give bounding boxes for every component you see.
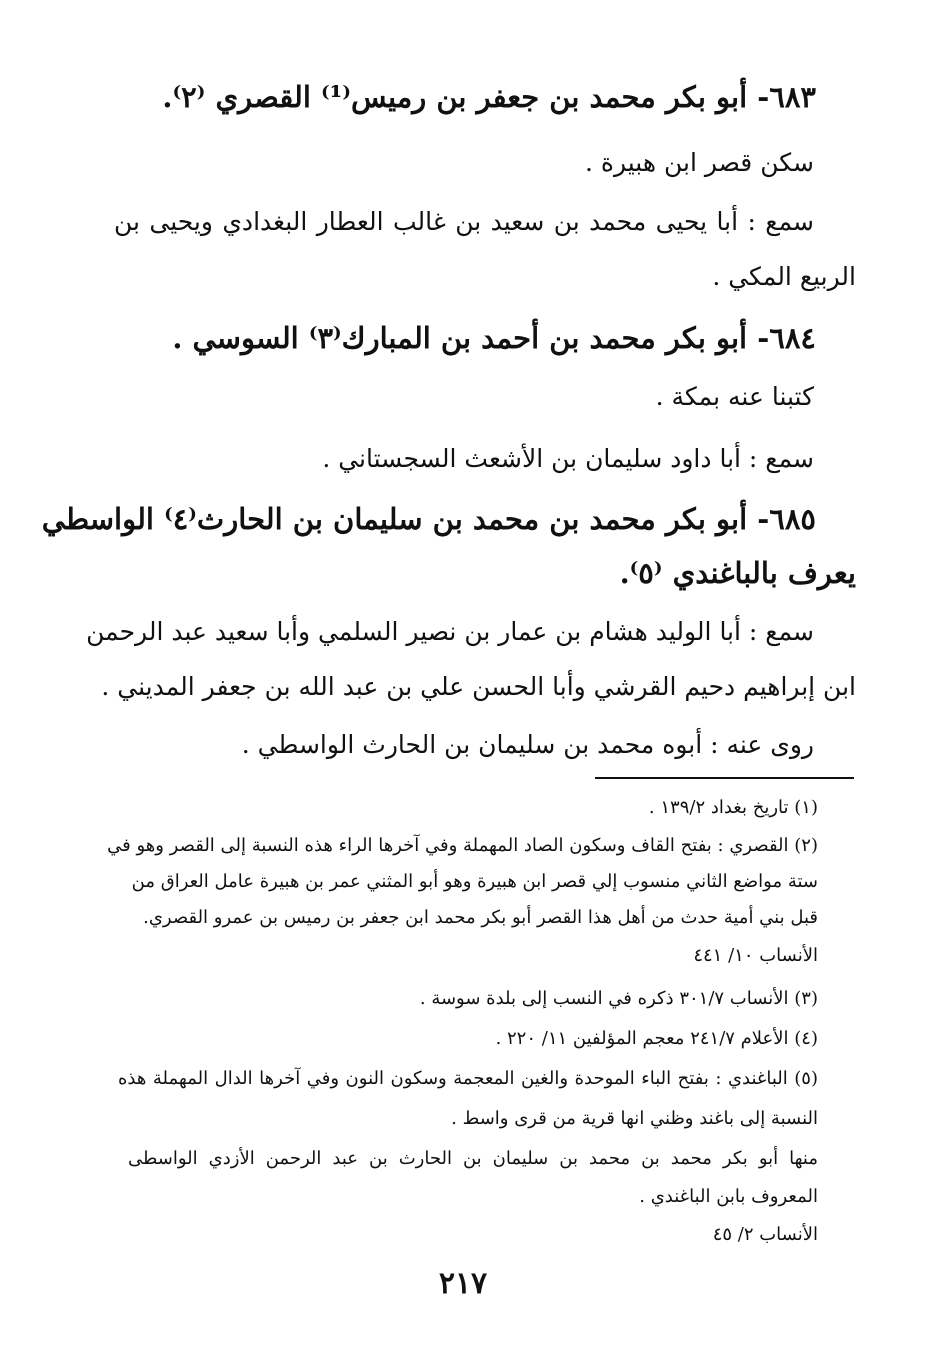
footnote-5-line: النسبة إلى باغند وظني انها قرية من قرى واسط . [451,1108,818,1129]
footnote-5-line: (٥) الباغندي : بفتح الباء الموحدة والغين المعجمة وسكون النون وفي آخرها الدال المهملة هذه [118,1068,818,1089]
footnote-5-line: المعروف بابن الباغندي . [639,1186,818,1207]
entry-683-line: سمع : أبا يحيى محمد بن سعيد بن غالب العطار البغدادي ويحيى بن [114,207,814,236]
entry-683-line: سكن قصر ابن هبيرة . [584,148,814,177]
entry-684-heading: ٦٨٤- أبو بكر محمد بن أحمد بن المبارك⁽٣⁾ السوسي . [172,321,816,355]
footnote-separator [595,777,854,779]
footnote-1: (١) تاريخ بغداد ١٣٩/٢ . [648,797,818,818]
entry-685-heading: ٦٨٥- أبو بكر محمد بن محمد بن سليمان بن الحارث⁽٤⁾ الواسطي [41,502,816,536]
entry-685-line: ابن إبراهيم دحيم القرشي وأبا الحسن علي بن عبد الله بن جعفر المديني . [101,672,856,701]
page-number: ٢١٧ [438,1266,488,1301]
footnote-2-line: ستة مواضع الثاني منسوب إلي قصر ابن هبيرة وهو أبو المثني عمر بن هبيرة عامل العراق من [131,871,818,892]
entry-685-heading: يعرف بالباغندي ⁽٥⁾. [619,556,856,590]
entry-685-line: سمع : أبا الوليد هشام بن عمار بن نصير السلمي وأبا سعيد عبد الرحمن [86,617,814,646]
entry-684-line: سمع : أبا داود سليمان بن الأشعث السجستاني . [322,444,814,473]
footnote-2-line: الأنساب ١٠/ ٤٤١ [693,945,818,966]
entry-683-line: الربيع المكي . [712,262,856,291]
footnote-2-line: قبل بني أمية حدث من أهل هذا القصر أبو بكر محمد ابن جعفر بن رميس بن عمرو القصري. [143,907,818,928]
footnote-2-line: (٢) القصري : بفتح القاف وسكون الصاد المهملة وفي آخرها الراء هذه النسبة إلى القصر وهو في [107,835,818,856]
footnote-4: (٤) الأعلام ٢٤١/٧ معجم المؤلفين ١١/ ٢٢٠ . [495,1028,818,1049]
entry-683-heading: ٦٨٣- أبو بكر محمد بن جعفر بن رميس⁽¹⁾ القصري ⁽٢⁾. [162,80,816,114]
footnote-3: (٣) الأنساب ٣٠١/٧ ذكره في النسب إلى بلدة سوسة . [419,988,818,1009]
entry-684-line: كتبنا عنه بمكة . [655,382,814,411]
footnote-5-line: الأنساب ٢/ ٤٥ [712,1224,818,1245]
footnote-5-line: منها أبو بكر محمد بن محمد بن سليمان بن الحارث بن عبد الرحمن الأزدي الواسطى [128,1148,818,1169]
entry-685-line: روى عنه : أبوه محمد بن سليمان بن الحارث الواسطي . [241,730,814,759]
